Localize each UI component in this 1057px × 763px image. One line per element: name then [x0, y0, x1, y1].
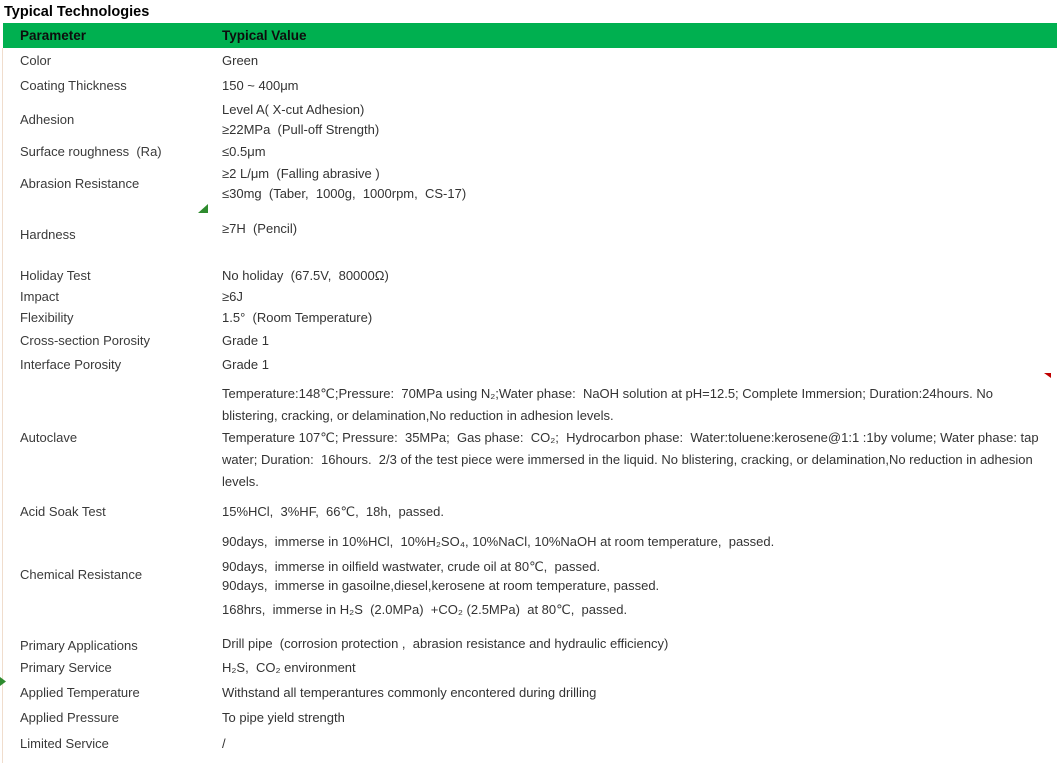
parameter-cell: Cross-section Porosity — [20, 332, 151, 348]
value-line: Grade 1 — [222, 356, 269, 372]
parameter-cell: Adhesion — [20, 111, 75, 127]
value-line: No holiday (67.5V, 80000Ω) — [222, 268, 389, 283]
parameter-cell: Primary Service — [20, 660, 112, 675]
table-row — [0, 73, 1057, 98]
table-row — [0, 705, 1057, 730]
value-line: ≥7H (Pencil) — [222, 221, 298, 236]
table-row — [0, 377, 1057, 498]
value-line: Withstand all temperantures commonly encontered during drilling — [222, 684, 597, 700]
table-row — [0, 163, 1057, 205]
column-header-typical-value: Typical Value — [222, 28, 307, 43]
value-cell — [222, 734, 1057, 754]
value-cell — [222, 683, 1057, 703]
value-line: H₂S, CO₂ environment — [222, 660, 356, 675]
table-row — [0, 141, 1057, 163]
table-row — [0, 498, 1057, 525]
value-cell — [222, 142, 1057, 162]
value-cell — [222, 634, 1057, 656]
table-row — [0, 730, 1057, 758]
value-line: 90days, immerse in oilfield wastwater, crude oil at 80℃, passed. — [222, 558, 601, 574]
value-line: ≤0.5μm — [222, 144, 266, 159]
parameter-cell: Limited Service — [20, 736, 109, 751]
value-line: Temperature 107℃; Pressure: 35MPa; Gas phase: CO₂; Hydrocarbon phase: Water:toluene:kerosene@1:1 :1by volume; Water phase: tap water; Duration: 16hours. 2/3 of the test piece were immersed in the liquid. No blistering, cracking, or delamination,No reduction in adhesion levels. — [222, 429, 1043, 489]
value-line: 15%HCl, 3%HF, 66℃, 18h, passed. — [222, 503, 444, 519]
value-line: Drill pipe (corrosion protection , abrasion resistance and hydraulic efficiency) — [222, 636, 669, 651]
value-line: Grade 1 — [222, 332, 269, 348]
page-title: Typical Technologies — [4, 4, 150, 20]
value-cell — [222, 658, 1057, 678]
value-cell — [222, 287, 1057, 307]
parameter-cell: Applied Temperature — [20, 684, 140, 700]
table-row — [0, 352, 1057, 377]
table-row — [0, 656, 1057, 680]
parameter-cell: Acid Soak Test — [20, 503, 106, 519]
value-cell — [222, 219, 1057, 239]
parameter-cell: Chemical Resistance — [20, 567, 143, 582]
value-line: 168hrs, immerse in H₂S (2.0MPa) +CO₂ (2.5MPa) at 80℃, passed. — [222, 601, 628, 617]
value-cell — [222, 100, 1057, 140]
value-line: Green — [222, 52, 259, 68]
value-line: 1.5° (Room Temperature) — [222, 310, 373, 325]
value-line: 90days, immerse in 10%HCl, 10%H₂SO₄, 10%NaCl, 10%NaOH at room temperature, passed. — [222, 533, 775, 549]
parameter-cell: Color — [20, 52, 52, 68]
parameter-cell: Flexibility — [20, 310, 74, 325]
table-row — [0, 525, 1057, 625]
parameter-cell: Applied Pressure — [20, 709, 119, 725]
parameter-cell: Coating Thickness — [20, 77, 127, 93]
parameter-cell: Impact — [20, 289, 60, 304]
parameter-cell: Autoclave — [20, 429, 78, 445]
table-row — [0, 287, 1057, 307]
table-row — [0, 205, 1057, 265]
table-row — [0, 329, 1057, 352]
table-row — [0, 48, 1057, 73]
value-line: ≤30mg (Taber, 1000g, 1000rpm, CS-17) — [222, 186, 467, 201]
value-cell — [222, 383, 1057, 493]
table-header-row — [3, 23, 1057, 48]
value-line: / — [222, 736, 226, 751]
value-line: To pipe yield strength — [222, 709, 345, 725]
table-body — [0, 48, 1057, 758]
value-cell — [222, 355, 1057, 375]
table-row — [0, 680, 1057, 705]
value-line: Temperature:148℃;Pressure: 70MPa using N₂;Water phase: NaOH solution at pH=12.5; Complete Immersion; Duration:24hours. No blistering, cracking, or delamination,No reduction in adhesion levels. — [222, 385, 997, 423]
value-line: 90days, immerse in gasoilne,diesel,kerosene at room temperature, passed. — [222, 577, 660, 593]
table-row — [0, 265, 1057, 287]
table-row — [0, 98, 1057, 141]
parameter-cell: Hardness — [20, 227, 76, 242]
value-cell — [222, 164, 1057, 204]
parameter-cell: Primary Applications — [20, 638, 138, 653]
value-cell — [222, 308, 1057, 328]
parameter-cell: Surface roughness (Ra) — [20, 144, 162, 159]
table-row — [0, 307, 1057, 329]
value-cell — [222, 51, 1057, 71]
value-line: Level A( X-cut Adhesion) — [222, 101, 365, 117]
value-cell — [222, 532, 1057, 619]
column-header-parameter: Parameter — [20, 28, 87, 43]
value-cell — [222, 708, 1057, 728]
parameter-cell: Holiday Test — [20, 268, 91, 283]
value-cell — [222, 331, 1057, 351]
value-line: 150 ~ 400μm — [222, 77, 299, 93]
value-line: ≥6J — [222, 289, 243, 304]
value-line: ≥2 L/μm (Falling abrasive ) — [222, 166, 380, 181]
value-line: ≥22MPa (Pull-off Strength) — [222, 121, 380, 137]
value-cell — [222, 502, 1057, 522]
value-cell — [222, 266, 1057, 286]
value-cell — [222, 76, 1057, 96]
table-left-border — [2, 48, 3, 763]
parameter-cell: Interface Porosity — [20, 356, 122, 372]
parameter-cell: Abrasion Resistance — [20, 176, 140, 191]
table-row — [0, 625, 1057, 656]
